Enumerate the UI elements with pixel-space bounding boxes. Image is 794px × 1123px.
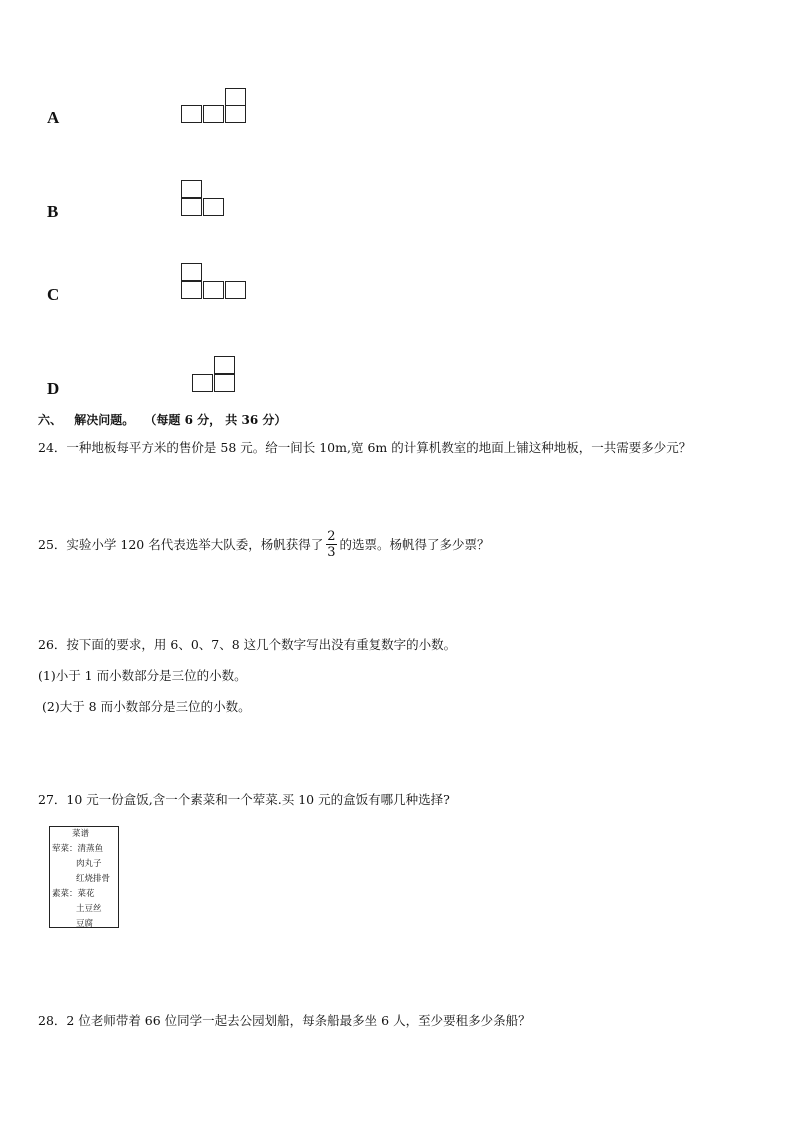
menu-box <box>49 826 119 928</box>
menu-meat-label: 荤菜： <box>52 844 78 854</box>
square <box>181 180 202 198</box>
question-26-stem: 26．按下面的要求，用 6、0、7、8 这几个数字写出没有重复数字的小数。 <box>38 637 457 652</box>
option-a-figure <box>181 88 249 124</box>
menu-meat-row <box>50 842 118 857</box>
option-b-figure <box>181 180 227 217</box>
menu-item: 清蒸鱼 <box>77 844 104 854</box>
square <box>203 281 224 299</box>
fraction <box>326 530 336 559</box>
menu-title: 菜谱 <box>72 829 90 839</box>
square <box>214 356 235 374</box>
question-26-part-2: (2)大于 8 而小数部分是三位的小数。 <box>42 699 251 714</box>
menu-veg-label: 素菜： <box>52 889 78 899</box>
square <box>181 198 202 216</box>
square <box>225 281 246 299</box>
question-27: 27．10 元一份盒饭,含一个素菜和一个荤菜.买 10 元的盒饭有哪几种选择? <box>38 792 450 807</box>
menu-item: 菜花 <box>77 889 95 899</box>
question-25 <box>38 524 490 564</box>
option-d-figure <box>192 356 238 393</box>
section-score: （每题 6 分， 共 36 分） <box>144 413 287 427</box>
menu-item: 土豆丝 <box>76 904 102 914</box>
option-c-figure <box>181 263 249 300</box>
square <box>203 198 224 216</box>
fraction-numerator: 2 <box>327 528 336 544</box>
section-title: 解决问题。 <box>74 413 135 427</box>
square <box>203 105 224 123</box>
question-28: 28．2 位老师带着 66 位同学一起去公园划船，每条船最多坐 6 人，至少要租多少条船？ <box>38 1013 531 1028</box>
option-b-letter: B <box>47 202 59 221</box>
question-25-text-before: 25．实验小学 120 名代表选举大队委，杨帆获得了 <box>38 537 324 552</box>
question-26-part-1: (1)小于 1 而小数部分是三位的小数。 <box>38 668 247 683</box>
fraction-denominator: 3 <box>327 544 336 560</box>
section-header <box>38 411 286 428</box>
square <box>214 374 235 392</box>
option-d-letter: D <box>47 379 60 398</box>
menu-item: 肉丸子 <box>76 859 102 869</box>
square <box>225 88 246 106</box>
question-25-text-after: 的选票。杨帆得了多少票？ <box>339 537 490 552</box>
square <box>192 374 213 392</box>
option-a-letter: A <box>47 108 60 127</box>
menu-item: 豆腐 <box>76 919 94 929</box>
option-c-letter: C <box>47 285 60 304</box>
menu-item: 红烧排骨 <box>76 874 111 884</box>
square <box>181 263 202 281</box>
square <box>225 105 246 123</box>
square <box>181 281 202 299</box>
menu-veg-row <box>50 887 118 902</box>
square <box>181 105 202 123</box>
section-number: 六、 <box>38 413 63 427</box>
question-24: 24．一种地板每平方米的售价是 58 元。给一间长 10m,宽 6m 的计算机教室的地面上铺这种地板，一共需要多少元？ <box>38 440 692 455</box>
